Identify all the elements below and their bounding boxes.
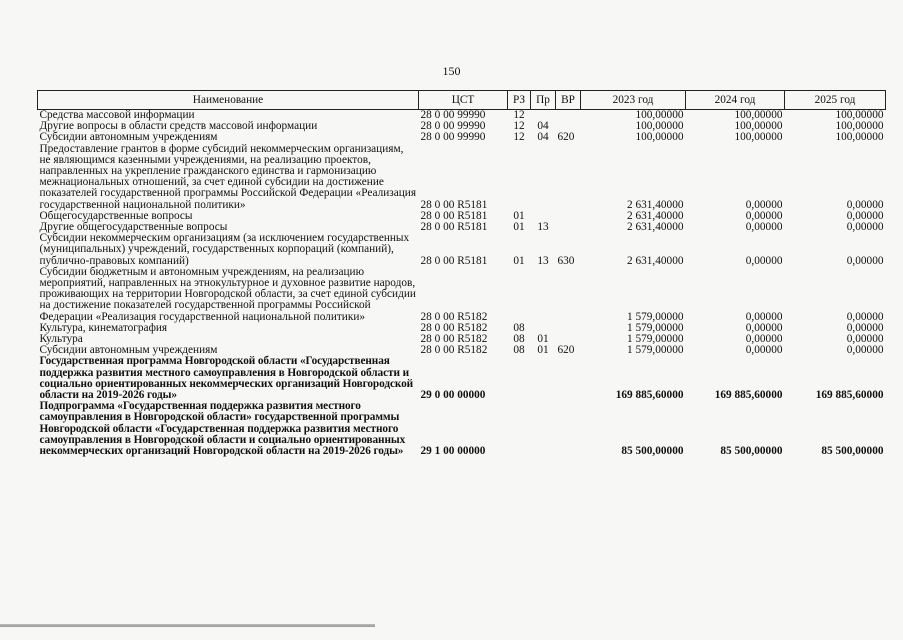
row-pr: 04 — [537, 131, 549, 144]
row-cst: 28 0 00 R5181 — [420, 209, 488, 222]
row-rz: 08 — [513, 333, 525, 346]
header-2024: 2024 год — [686, 91, 785, 110]
row-pr: 01 — [537, 344, 549, 357]
row-rz — [508, 401, 531, 457]
row-cst: 28 0 00 99990 — [420, 120, 486, 133]
row-value-2023: 169 885,60000 — [615, 389, 684, 402]
header-2023: 2023 год — [581, 91, 686, 110]
row-cst: 28 0 00 R5181 — [420, 221, 488, 234]
row-pr: 13 — [537, 254, 549, 267]
row-vr — [556, 356, 581, 401]
row-value-2024: 0,00000 — [745, 198, 783, 211]
row-name: Культура, кинематография — [39, 321, 168, 334]
row-name: Средства массовой информации — [39, 109, 195, 121]
row-cst: 29 0 00 00000 — [420, 389, 486, 402]
row-pr — [531, 144, 556, 211]
row-vr — [556, 144, 581, 211]
row-value-2024: 0,00000 — [745, 333, 783, 346]
row-value-2024: 0,00000 — [745, 221, 783, 234]
row-name: Субсидии некоммерческим организациям (за исключением государственных (муниципальных) учреждений, государственных корпораций (компаний), публично-правовых компаний) — [39, 232, 410, 267]
row-pr — [531, 267, 556, 323]
row-vr — [556, 401, 581, 457]
row-value-2023: 2 631,40000 — [627, 221, 684, 234]
table-body — [38, 110, 886, 458]
row-name: Общегосударственные вопросы — [39, 209, 193, 222]
row-value-2024: 0,00000 — [745, 254, 783, 267]
header-2025: 2025 год — [785, 91, 886, 110]
row-cst: 28 0 00 R5182 — [420, 333, 488, 346]
row-pr: 13 — [537, 221, 549, 234]
row-name: Субсидии автономным учреждениям — [39, 131, 218, 144]
header-rz: РЗ — [508, 91, 531, 110]
row-vr: 620 — [557, 131, 575, 144]
row-name: Подпрограмма «Государственная поддержка развития местного самоуправления в Новгородской области» государственной программы Новгородской области «Государственная поддержка развития местного самоуправления в Новгородской области и социально ориентированных некоммерческих организаций Новгородской области на 2019-2026 годы» — [39, 400, 406, 458]
row-vr: 620 — [557, 344, 575, 357]
row-value-2025: 85 500,00000 — [821, 445, 884, 458]
header-vr: ВР — [556, 91, 581, 110]
row-value-2025: 0,00000 — [846, 254, 884, 267]
row-value-2024: 0,00000 — [745, 344, 783, 357]
row-value-2023: 2 631,40000 — [627, 254, 684, 267]
row-value-2023: 100,00000 — [635, 131, 684, 144]
row-cst: 28 0 00 R5182 — [420, 344, 488, 357]
row-pr: 04 — [537, 120, 549, 133]
row-value-2023: 1 579,00000 — [627, 321, 684, 334]
table-row — [38, 401, 886, 457]
row-vr — [556, 323, 581, 334]
table-row — [38, 132, 886, 143]
row-value-2024: 0,00000 — [745, 209, 783, 222]
row-value-2024: 100,00000 — [734, 120, 783, 133]
row-name: Государственная программа Новгородской области «Государственная поддержка развития местного самоуправления в Новгородской области и социально ориентированных некоммерческих организаций Новгородской области на 2019-2026 годы» — [39, 355, 414, 402]
row-rz: 08 — [513, 321, 525, 334]
row-value-2025: 100,00000 — [835, 120, 884, 133]
row-value-2025: 100,00000 — [835, 109, 884, 121]
row-rz: 08 — [513, 344, 525, 357]
row-name: Другие общегосударственные вопросы — [39, 221, 228, 234]
row-value-2023: 100,00000 — [635, 109, 684, 121]
table-row — [38, 356, 886, 401]
row-value-2023: 85 500,00000 — [621, 445, 684, 458]
row-value-2025: 0,00000 — [846, 221, 884, 234]
row-value-2025: 0,00000 — [846, 321, 884, 334]
row-vr — [556, 211, 581, 222]
row-pr: 01 — [537, 333, 549, 346]
row-cst: 28 0 00 R5181 — [420, 198, 488, 211]
table-row — [38, 233, 886, 267]
row-value-2025: 0,00000 — [846, 209, 884, 222]
row-value-2024: 0,00000 — [745, 321, 783, 334]
row-rz — [508, 144, 531, 211]
page-number: 150 — [442, 64, 461, 78]
row-rz: 01 — [513, 221, 525, 234]
row-rz — [508, 267, 531, 323]
header-cst: ЦСТ — [419, 91, 508, 110]
table-row — [38, 144, 886, 211]
row-rz: 12 — [513, 131, 525, 144]
row-vr — [556, 267, 581, 323]
row-cst: 28 0 00 R5182 — [420, 310, 488, 323]
scan-edge-line — [0, 624, 375, 627]
row-rz: 01 — [513, 209, 525, 222]
row-cst: 29 1 00 00000 — [420, 445, 486, 458]
row-value-2025: 169 885,60000 — [815, 389, 884, 402]
row-value-2025: 100,00000 — [835, 131, 884, 144]
row-value-2025: 0,00000 — [846, 310, 884, 323]
row-value-2024: 100,00000 — [734, 109, 783, 121]
row-value-2023: 2 631,40000 — [627, 198, 684, 211]
row-cst: 28 0 00 99990 — [420, 109, 486, 121]
header-name: Наименование — [38, 91, 419, 110]
row-name: Другие вопросы в области средств массовой информации — [39, 120, 318, 133]
table-row — [38, 267, 886, 323]
row-value-2024: 169 885,60000 — [714, 389, 783, 402]
row-value-2023: 2 631,40000 — [627, 209, 684, 222]
row-name: Культура — [39, 333, 83, 346]
row-cst: 28 0 00 R5181 — [420, 254, 488, 267]
row-pr — [531, 356, 556, 401]
row-vr — [556, 110, 581, 122]
row-vr — [556, 222, 581, 233]
row-value-2023: 1 579,00000 — [627, 344, 684, 357]
budget-table — [37, 90, 886, 457]
row-rz — [508, 356, 531, 401]
row-value-2025: 0,00000 — [846, 344, 884, 357]
row-value-2024: 0,00000 — [745, 310, 783, 323]
row-value-2023: 1 579,00000 — [627, 333, 684, 346]
row-value-2025: 0,00000 — [846, 333, 884, 346]
table-header-row — [38, 91, 886, 110]
row-vr: 630 — [557, 254, 575, 267]
row-name: Предоставление грантов в форме субсидий некоммерческим организациям, не являющимся казенными учреждениями, на реализацию проектов, направленных на укрепление гражданского единства и гармонизацию межнациональных отношений, за счет единой субсидии на достижение показателей государственной программы Российской Федерации «Реализация государственной национальной политики» — [39, 142, 417, 211]
row-value-2024: 100,00000 — [734, 131, 783, 144]
row-value-2025: 0,00000 — [846, 198, 884, 211]
row-cst: 28 0 00 R5182 — [420, 321, 488, 334]
row-name: Субсидии бюджетным и автономным учреждениям, на реализацию мероприятий, направленных на этнокультурное и духовное развитие народов, проживающих на территории Новгородской области, за счет единой субсидии на достижение показателей государственной программы Российской Федерации «Реализация государственной национальной политики» — [39, 265, 416, 323]
header-pr: Пр — [531, 91, 556, 110]
row-rz: 12 — [513, 109, 525, 121]
row-rz: 01 — [513, 254, 525, 267]
row-value-2023: 100,00000 — [635, 120, 684, 133]
row-value-2023: 1 579,00000 — [627, 310, 684, 323]
row-pr — [531, 401, 556, 457]
row-value-2024: 85 500,00000 — [720, 445, 783, 458]
row-rz: 12 — [513, 120, 525, 133]
row-cst: 28 0 00 99990 — [420, 131, 486, 144]
row-name: Субсидии автономным учреждениям — [39, 344, 218, 357]
